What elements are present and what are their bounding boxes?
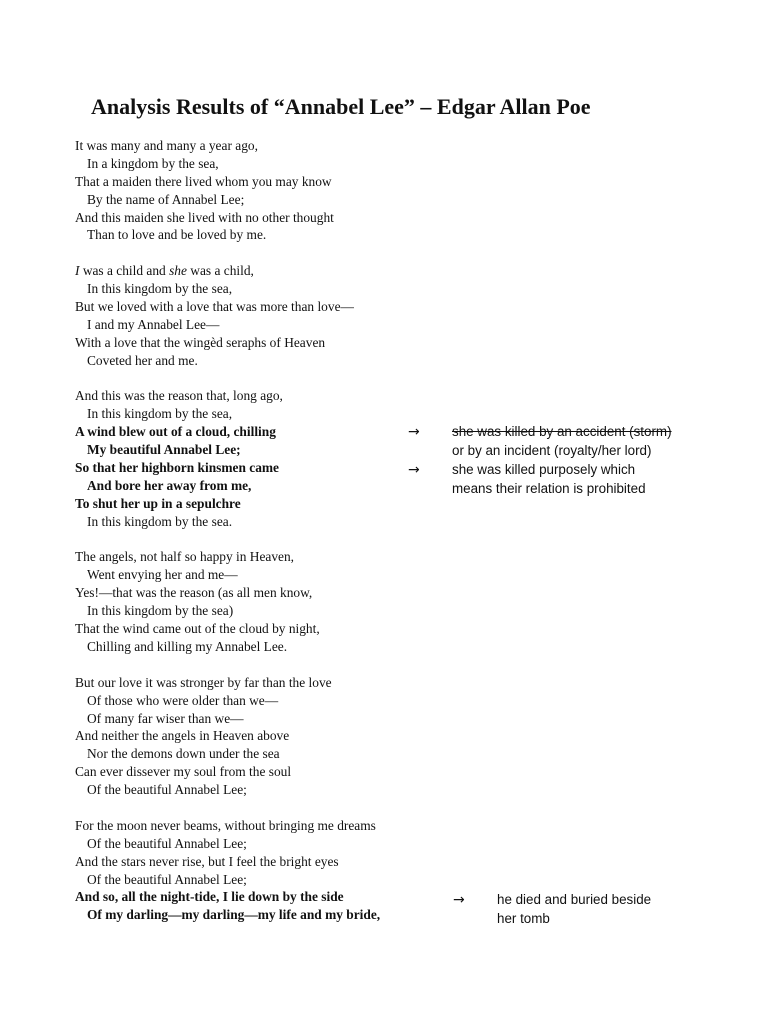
poem-line: Coveted her and me. bbox=[87, 352, 198, 368]
annotation-note: he died and buried beside bbox=[497, 892, 652, 907]
line-text: was a child and bbox=[79, 263, 170, 279]
poem-line: That the wind came out of the cloud by night, bbox=[75, 621, 320, 637]
poem-line: In this kingdom by the sea, bbox=[87, 406, 233, 422]
poem-line: But our love it was stronger by far than the love bbox=[75, 674, 332, 690]
poem-line: I and my Annabel Lee— bbox=[87, 316, 220, 332]
poem-line: The angels, not half so happy in Heaven, bbox=[75, 549, 295, 565]
poem-line: Than to love and be loved by me. bbox=[87, 227, 267, 243]
annotation-note: means their relation is prohibited bbox=[452, 481, 646, 496]
poem-line: Chilling and killing my Annabel Lee. bbox=[87, 638, 288, 654]
line-text: was a child, bbox=[186, 263, 254, 279]
italic-i: I bbox=[75, 263, 80, 279]
poem-line: And this was the reason that, long ago, bbox=[75, 388, 283, 404]
poem-line: Of many far wiser than we— bbox=[87, 710, 244, 726]
annotation-note: or by an incident (royalty/her lord) bbox=[452, 443, 652, 458]
poem-line: In this kingdom by the sea, bbox=[87, 281, 233, 297]
poem-line-highlighted: To shut her up in a sepulchre bbox=[75, 495, 241, 511]
poem-line: And this maiden she lived with no other thought bbox=[75, 209, 334, 225]
poem-body bbox=[75, 137, 415, 924]
annotation-note: her tomb bbox=[497, 911, 550, 926]
poem-line: Of the beautiful Annabel Lee; bbox=[87, 871, 247, 887]
poem-line: That a maiden there lived whom you may know bbox=[75, 173, 332, 189]
poem-line-highlighted: Of my darling—my darling—my life and my bride, bbox=[87, 907, 381, 923]
right-arrow-icon: → bbox=[408, 424, 420, 440]
poem-line-highlighted: And bore her away from me, bbox=[87, 477, 252, 493]
poem-line: By the name of Annabel Lee; bbox=[87, 191, 245, 207]
poem-line: In this kingdom by the sea. bbox=[87, 513, 233, 529]
poem-line: And the stars never rise, but I feel the bright eyes bbox=[75, 853, 339, 869]
poem-line: With a love that the wingèd seraphs of Heaven bbox=[75, 334, 326, 350]
poem-line-highlighted: And so, all the night-tide, I lie down by the side bbox=[75, 889, 344, 905]
poem-line: Of the beautiful Annabel Lee; bbox=[87, 835, 247, 851]
poem-line: It was many and many a year ago, bbox=[75, 138, 258, 153]
right-arrow-icon: → bbox=[453, 892, 465, 908]
right-arrow-icon: → bbox=[408, 462, 420, 478]
italic-she: she bbox=[169, 263, 187, 279]
poem-line: For the moon never beams, without bringing me dreams bbox=[75, 817, 376, 833]
page-title: Analysis Results of “Annabel Lee” – Edgar Allan Poe bbox=[91, 94, 591, 119]
poem-line: Of the beautiful Annabel Lee; bbox=[87, 782, 247, 798]
poem-line: Can ever dissever my soul from the soul bbox=[75, 764, 292, 780]
poem-line: In this kingdom by the sea) bbox=[87, 603, 234, 619]
annotation-note: she was killed purposely which bbox=[452, 462, 636, 477]
poem-line: But we loved with a love that was more than love— bbox=[75, 299, 354, 315]
poem-line: Yes!—that was the reason (as all men know, bbox=[75, 585, 313, 601]
poem-line-highlighted: A wind blew out of a cloud, chilling bbox=[75, 424, 276, 440]
poem-line: And neither the angels in Heaven above bbox=[75, 728, 290, 744]
poem-line-highlighted: My beautiful Annabel Lee; bbox=[87, 442, 241, 458]
annotation-note: she was killed by an accident (storm) bbox=[452, 424, 672, 439]
poem-line bbox=[75, 262, 415, 280]
poem-line: Nor the demons down under the sea bbox=[87, 746, 280, 762]
poem-line: Went envying her and me— bbox=[87, 567, 238, 583]
poem-line: In a kingdom by the sea, bbox=[87, 155, 219, 171]
poem-line-highlighted: So that her highborn kinsmen came bbox=[75, 460, 279, 476]
poem-line: Of those who were older than we— bbox=[87, 692, 279, 708]
